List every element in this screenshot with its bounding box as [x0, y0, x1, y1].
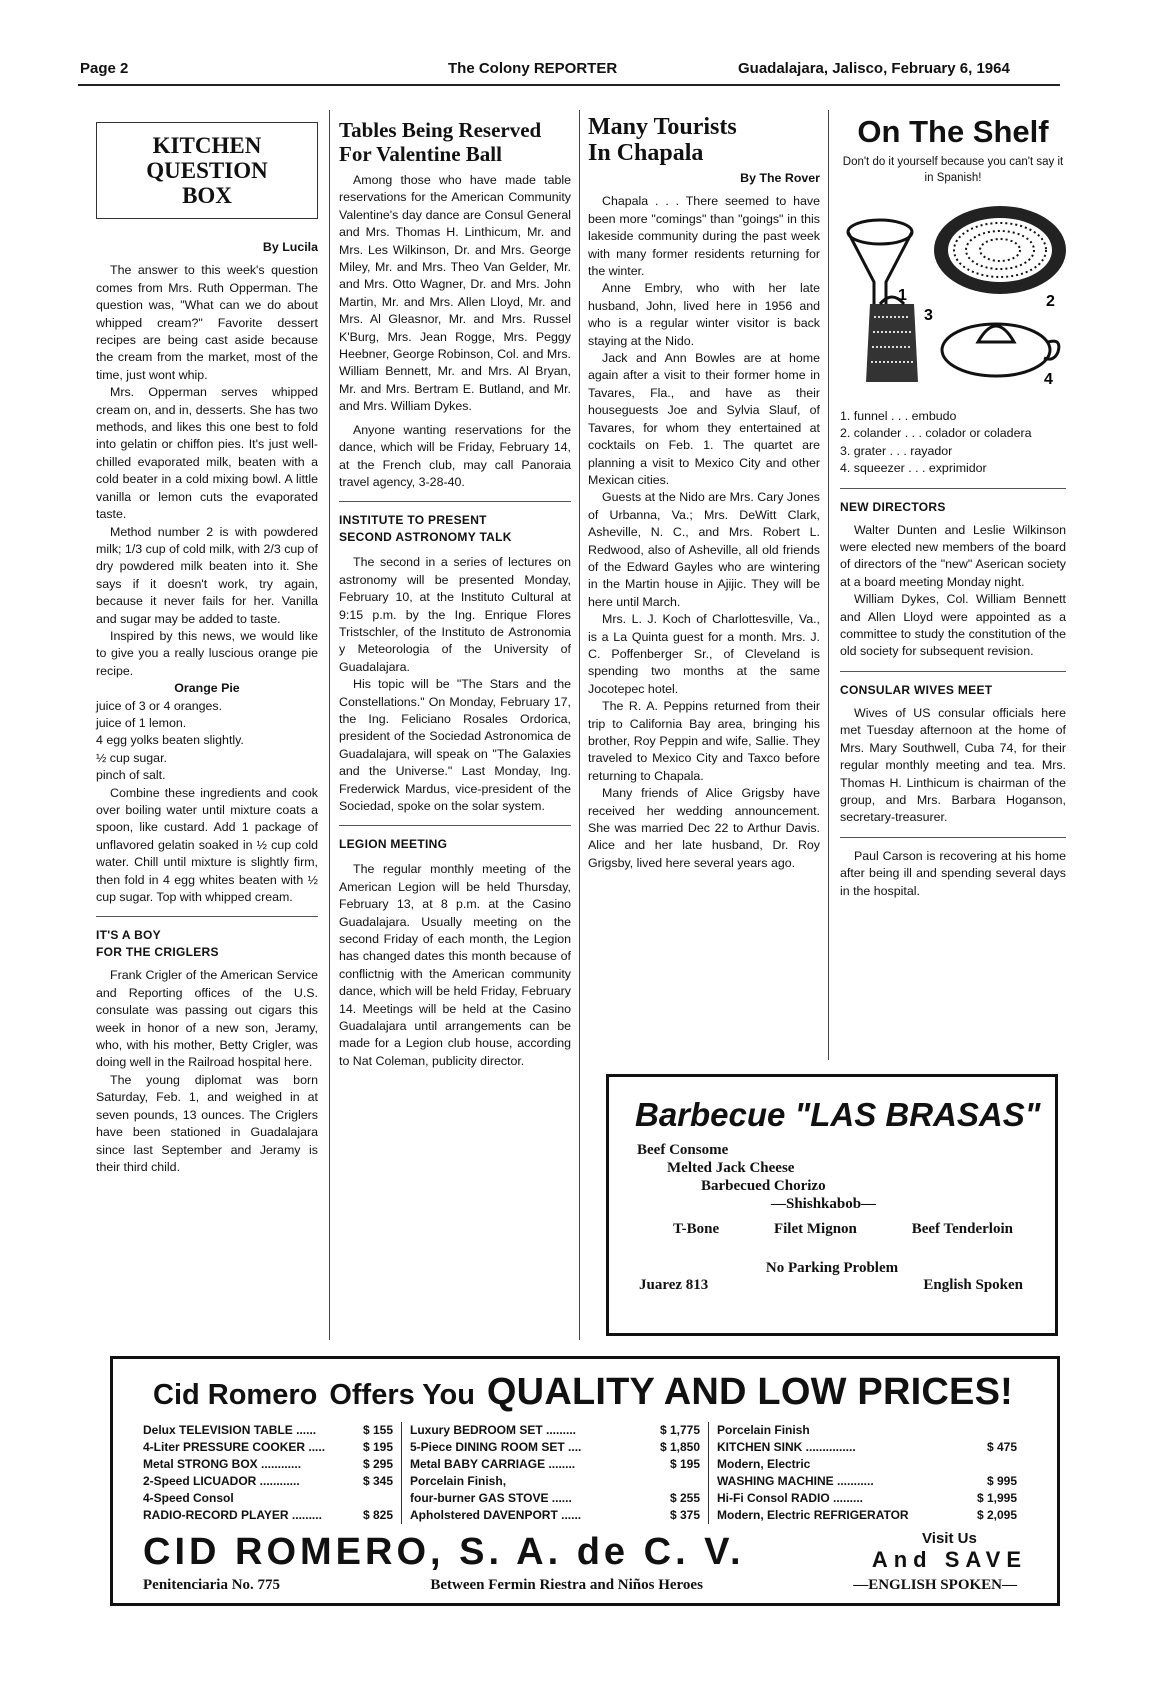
divider [840, 671, 1066, 672]
price-item: Porcelain Finish [717, 1423, 810, 1437]
menu-item: —Shishkabob— [771, 1196, 877, 1212]
visit-us: Visit Us [922, 1530, 977, 1547]
astronomy-headline-2: SECOND ASTRONOMY TALK [339, 530, 512, 545]
figure-number: 3 [924, 307, 933, 324]
valentine-headline-1: Tables Being Reserved [339, 118, 542, 142]
price-value: $ 1,775 [659, 1423, 700, 1437]
las-brasas-title: Barbecue "LAS BRASAS" [635, 1096, 1041, 1133]
glossary-item: 3. grater . . . rayador [840, 443, 953, 458]
price-value: $ 195 [362, 1440, 393, 1454]
kitchen-column [96, 122, 318, 1176]
figure-number: 1 [898, 287, 907, 304]
tourists-headline-1: Many Tourists [588, 114, 737, 140]
price-item: Hi-Fi Consol RADIO ......... [717, 1491, 863, 1505]
tourists-paragraph: The R. A. Peppins returned from their trip to California Bay area, bringing his brother, Roy Peppin and wife, Sallie. They traveled to Mexico City and Taxco before returning to Chapala. [588, 699, 820, 783]
column-rule [579, 110, 580, 1340]
price-item: Delux TELEVISION TABLE ...... [143, 1423, 317, 1437]
divider [840, 837, 1066, 838]
price-item: Apholstered DAVENPORT ...... [410, 1508, 582, 1522]
tourists-paragraph: Anne Embry, who with her late husband, John, lived here in 1956 and who is a regular winter visitor is back staying at the Nido. [588, 281, 820, 348]
kitchen-paragraph: Method number 2 is with powdered milk; 1/3 cup of cold milk, with 2/3 cup of dry powdered milk beaten into it. She says if it doesn't work, try again, because it never fails for her. Vanilla and sugar may be added to taste. [96, 524, 318, 626]
glossary-item: 2. colander . . . colador or coladera [840, 426, 1032, 441]
divider [840, 488, 1066, 489]
boy-subheadline: FOR THE CRIGLERS [96, 945, 219, 960]
legion-headline: LEGION MEETING [339, 837, 448, 852]
price-item: Modern, Electric REFRIGERATOR [717, 1508, 909, 1522]
price-item: RADIO-RECORD PLAYER ......... [143, 1508, 322, 1522]
price-item: 5-Piece DINING ROOM SET .... [410, 1440, 582, 1454]
romero-company-name: CID ROMERO, S. A. de C. V. [143, 1531, 745, 1573]
kitchen-paragraph: Inspired by this news, we would like to give you a really luscious orange pie recipe. [96, 628, 318, 678]
cid-romero-ad [110, 1356, 1060, 1606]
ingredient: juice of 1 lemon. [96, 715, 187, 730]
price-item: Porcelain Finish, [410, 1474, 507, 1488]
price-value: $ 2,095 [976, 1508, 1017, 1522]
price-value: $ 1,995 [976, 1491, 1017, 1505]
ingredient: 4 egg yolks beaten slightly. [96, 733, 244, 748]
divider [96, 916, 318, 917]
tourists-headline-2: In Chapala [588, 140, 704, 166]
astronomy-headline-1: INSTITUTE TO PRESENT [339, 513, 487, 528]
menu-item: Filet Mignon [773, 1221, 857, 1237]
ingredient: ½ cup sugar. [96, 750, 167, 765]
las-brasas-ad [606, 1074, 1058, 1336]
shelf-column [840, 114, 1066, 900]
parking-note: No Parking Problem [765, 1260, 899, 1276]
glossary-item: 1. funnel . . . embudo [840, 409, 957, 423]
tourists-paragraph: Guests at the Nido are Mrs. Cary Jones of Urbanna, Va.; Mrs. DeWitt Clark, Asheville, N. C., and Mrs. Robert L. Redwood, also of Asheville, all old friends of the Edward Gayles who are wintering in the Martin house in Ajijic. They will be here until March. [588, 490, 820, 609]
romero-cross-streets: Between Fermin Riestra and Niños Heroes [430, 1577, 703, 1593]
tourists-paragraph: Many friends of Alice Grigsby have received her wedding announcement. She was married Dec 22 to Arthur Davis. Alice and her late husband, Dr. Roy Grigsby, lived here several years ago. [588, 786, 820, 870]
newspaper-name: The Colony REPORTER [448, 60, 618, 77]
romero-english: —ENGLISH SPOKEN— [853, 1577, 1017, 1593]
kitchen-paragraph: Mrs. Opperman serves whipped cream on, and in, desserts. She has two methods, and likes this one best to fold into gelatin or chiffon pies. It's just well-chilled evaporated milk, beaten with a cold beater in a cold mixing bowl. A little vanilla or lemon cuts the evaporated taste. [96, 385, 318, 522]
menu-item: Melted Jack Cheese [667, 1160, 795, 1176]
figure-number: 2 [1046, 293, 1055, 310]
price-value: $ 475 [986, 1440, 1017, 1454]
price-value: $ 1,850 [659, 1440, 700, 1454]
kitchen-question-box-title: KITCHEN QUESTION BOX [96, 122, 318, 219]
tourists-paragraph: Chapala . . . There seemed to have been more "comings" than "goings" in this lakeside community during the past week with many former residents returning for the winter. [588, 194, 820, 279]
price-item: KITCHEN SINK ............... [717, 1440, 856, 1454]
divider [339, 825, 571, 826]
price-item: Modern, Electric [717, 1457, 811, 1471]
valentine-paragraph: Anyone wanting reservations for the dance, which will be Friday, February 14, at the French club, may call Panoraia travel agency, 3-28-40. [339, 422, 571, 489]
price-item: four-burner GAS STOVE ...... [410, 1491, 572, 1505]
recipe-title: Orange Pie [174, 681, 240, 696]
dateline: Guadalajara, Jalisco, February 6, 1964 [738, 60, 1010, 77]
price-item: 2-Speed LICUADOR ............ [143, 1474, 300, 1488]
brasas-english: English Spoken [923, 1277, 1023, 1293]
price-value: $ 255 [669, 1491, 700, 1505]
price-value: $ 375 [669, 1508, 700, 1522]
kitchen-utensils-illustration [840, 192, 1066, 402]
price-item: Metal STRONG BOX ............ [143, 1457, 302, 1471]
directors-paragraph: Walter Dunten and Leslie Wilkinson were elected new members of the board of directors of the "new" Aserican society at a board meeting Monday night. [840, 522, 1066, 589]
romero-headline-c: QUALITY AND LOW PRICES! [486, 1371, 1013, 1413]
grater-icon [866, 297, 918, 382]
price-item: 4-Speed Consol [143, 1491, 234, 1505]
valentine-column [339, 118, 571, 1070]
and-save: And SAVE [871, 1547, 1027, 1572]
consular-headline: CONSULAR WIVES MEET [840, 682, 993, 697]
ingredient: juice of 3 or 4 oranges. [96, 698, 223, 713]
divider [339, 501, 571, 502]
astronomy-paragraph: The second in a series of lectures on astronomy will be presented Monday, February 10, at the Instituto Cultural at 9:15 p.m. by the Ing. Enrique Flores Tristschler, of the Instituto de Astronomia y Meteorologia of the University of Guadalajara. [339, 555, 571, 674]
boy-paragraph: Frank Crigler of the American Service and Reporting offices of the U.S. consulate was passing out cigars this week in honor of a new son, Jeramy, who, with his mother, Betty Crigler, was doing well in the Railroad hospital here. [96, 968, 318, 1070]
directors-headline: NEW DIRECTORS [840, 499, 946, 514]
shelf-subtitle: Don't do it yourself because you can't say it in Spanish! [842, 156, 1064, 184]
menu-item: Barbecued Chorizo [701, 1178, 826, 1194]
menu-item: T-Bone [673, 1221, 720, 1237]
price-value: $ 155 [362, 1423, 393, 1437]
brasas-address: Juarez 813 [639, 1277, 709, 1293]
squeezer-icon [942, 324, 1059, 376]
valentine-paragraph: Among those who have made table reservations for the American Community Valentine's day dance are Consul General and Mrs. Thomas H. Linthicum, Mr. and Mrs. Les Wilkinson, Dr. and Mrs. George Miley, Mr. and Mrs. Theo Van Gelder, Mr. and Mrs. Otto Wagner, Dr. and Mrs. John Martin, Mr. and Mrs. Allen Lloyd, Mr. and Mrs. Al Gleasnor, Mr. and Mrs. Russel K'Burg, Mrs. Jean Rogge, Mrs. Peggy Heebner, George Robinson, Col. and Mrs. William Bennett, Mr. and Mrs. Al Bryan, Mr. and Mrs. Bertram E. Butland, and Mr. and Mrs. William Dykes. [339, 173, 571, 414]
valentine-headline-2: For Valentine Ball [339, 142, 502, 166]
page-number: Page 2 [80, 60, 129, 77]
romero-headline-a: Cid Romero [153, 1379, 318, 1411]
price-item: Luxury BEDROOM SET ......... [410, 1423, 577, 1437]
header-rule [78, 84, 1060, 86]
astronomy-paragraph: His topic will be "The Stars and the Constellations." On Monday, February 17, the Ing. Feliciano Rosales Ordorica, president of the Sociedad Astronomica de Guadalajara, will speak on "The Galaxies and the Universe." Last Monday, Ing. Frederwick Mardus, vice-president of the Sociedad, spoke on the solar system. [339, 677, 571, 813]
romero-address: Penitenciaria No. 775 [143, 1577, 281, 1593]
price-value: $ 345 [362, 1474, 393, 1488]
figure-number: 4 [1044, 371, 1053, 388]
price-value: $ 995 [986, 1474, 1017, 1488]
glossary-item: 4. squeezer . . . exprimidor [840, 461, 987, 476]
kitchen-paragraph: The answer to this week's question comes from Mrs. Ruth Opperman. The question was, "What can we do about whipped cream?" Favorite dessert recipes are being cast aside because the cream from the market, most of the time, just wont whip. [96, 263, 318, 382]
recipe-method: Combine these ingredients and cook over boiling water until mixture coats a spoon, like custard. Add 1 package of unflavored gelatin soaked in ½ cup cold water. Chill until mixture is slightly firm, then fold in 4 egg whites beaten with ½ cup sugar. Top with whipped cream. [96, 785, 318, 905]
shelf-title: On The Shelf [857, 114, 1049, 149]
tourists-column [588, 114, 820, 872]
menu-item: Beef Consome [637, 1142, 729, 1158]
tourists-paragraph: Jack and Ann Bowles are at home again after a visit to their former home in Tavares, Fla., and have as their houseguests Joe and Sylvia Slauf, of Tavares, for whom they entertained at cocktails on Feb. 1. The quartet are planning a visit to Mexico City and other Mexican cities. [588, 351, 820, 487]
ingredient: pinch of salt. [96, 768, 166, 783]
price-item: 4-Liter PRESSURE COOKER ..... [143, 1440, 326, 1454]
price-value: $ 295 [362, 1457, 393, 1471]
price-item: Metal BABY CARRIAGE ........ [410, 1457, 576, 1471]
price-item: WASHING MACHINE ........... [717, 1474, 874, 1488]
menu-item: Beef Tenderloin [911, 1221, 1013, 1237]
price-value: $ 195 [669, 1457, 700, 1471]
kitchen-byline: By Lucila [262, 240, 318, 254]
tourists-byline: By The Rover [740, 171, 820, 185]
legion-paragraph: The regular monthly meeting of the American Legion will be held Thursday, February 13, at 8 p.m. at the Casino Guadalajara. Usually meeting on the second Friday of each month, the Legion has changed dates this month because of conflictnig with the American community dance, which will be held Friday, February 14. Meetings will be held at the Casino Guadalajara until arrangements can be made for a Legion club house, according to Nat Coleman, publicity director. [339, 862, 571, 1068]
carson-paragraph: Paul Carson is recovering at his home after being ill and spending several days in the hospital. [840, 848, 1066, 898]
boy-headline: IT'S A BOY [96, 928, 161, 943]
tourists-paragraph: Mrs. L. J. Koch of Charlottesville, Va., is a La Quinta guest for a month. Mrs. J. C. Poffenberger Sr., of Cleveland is spending two months at the same Jocotepec hotel. [588, 612, 820, 696]
colander-icon [934, 206, 1066, 294]
column-rule [329, 110, 330, 1340]
romero-headline-b: Offers You [329, 1379, 475, 1411]
column-rule [828, 110, 829, 1060]
price-value: $ 825 [362, 1508, 393, 1522]
directors-paragraph: William Dykes, Col. William Bennett and Allen Lloyd were appointed as a committee to study the constitution of the old society for subsequent revision. [840, 592, 1066, 659]
boy-paragraph: The young diplomat was born Saturday, Feb. 1, and weighed in at seven pounds, 13 ounces. The Criglers have been stationed in Guadalajara since last September and Jeramy is their third child. [96, 1072, 318, 1174]
consular-paragraph: Wives of US consular officials here met Tuesday afternoon at the home of Mrs. Mary Southwell, Cuba 74, for their regular monthly meeting and tea. Mrs. Thomas H. Linthicum is chairman of the group, and Mrs. Barbara Hoganson, secretary-treasurer. [840, 705, 1066, 825]
